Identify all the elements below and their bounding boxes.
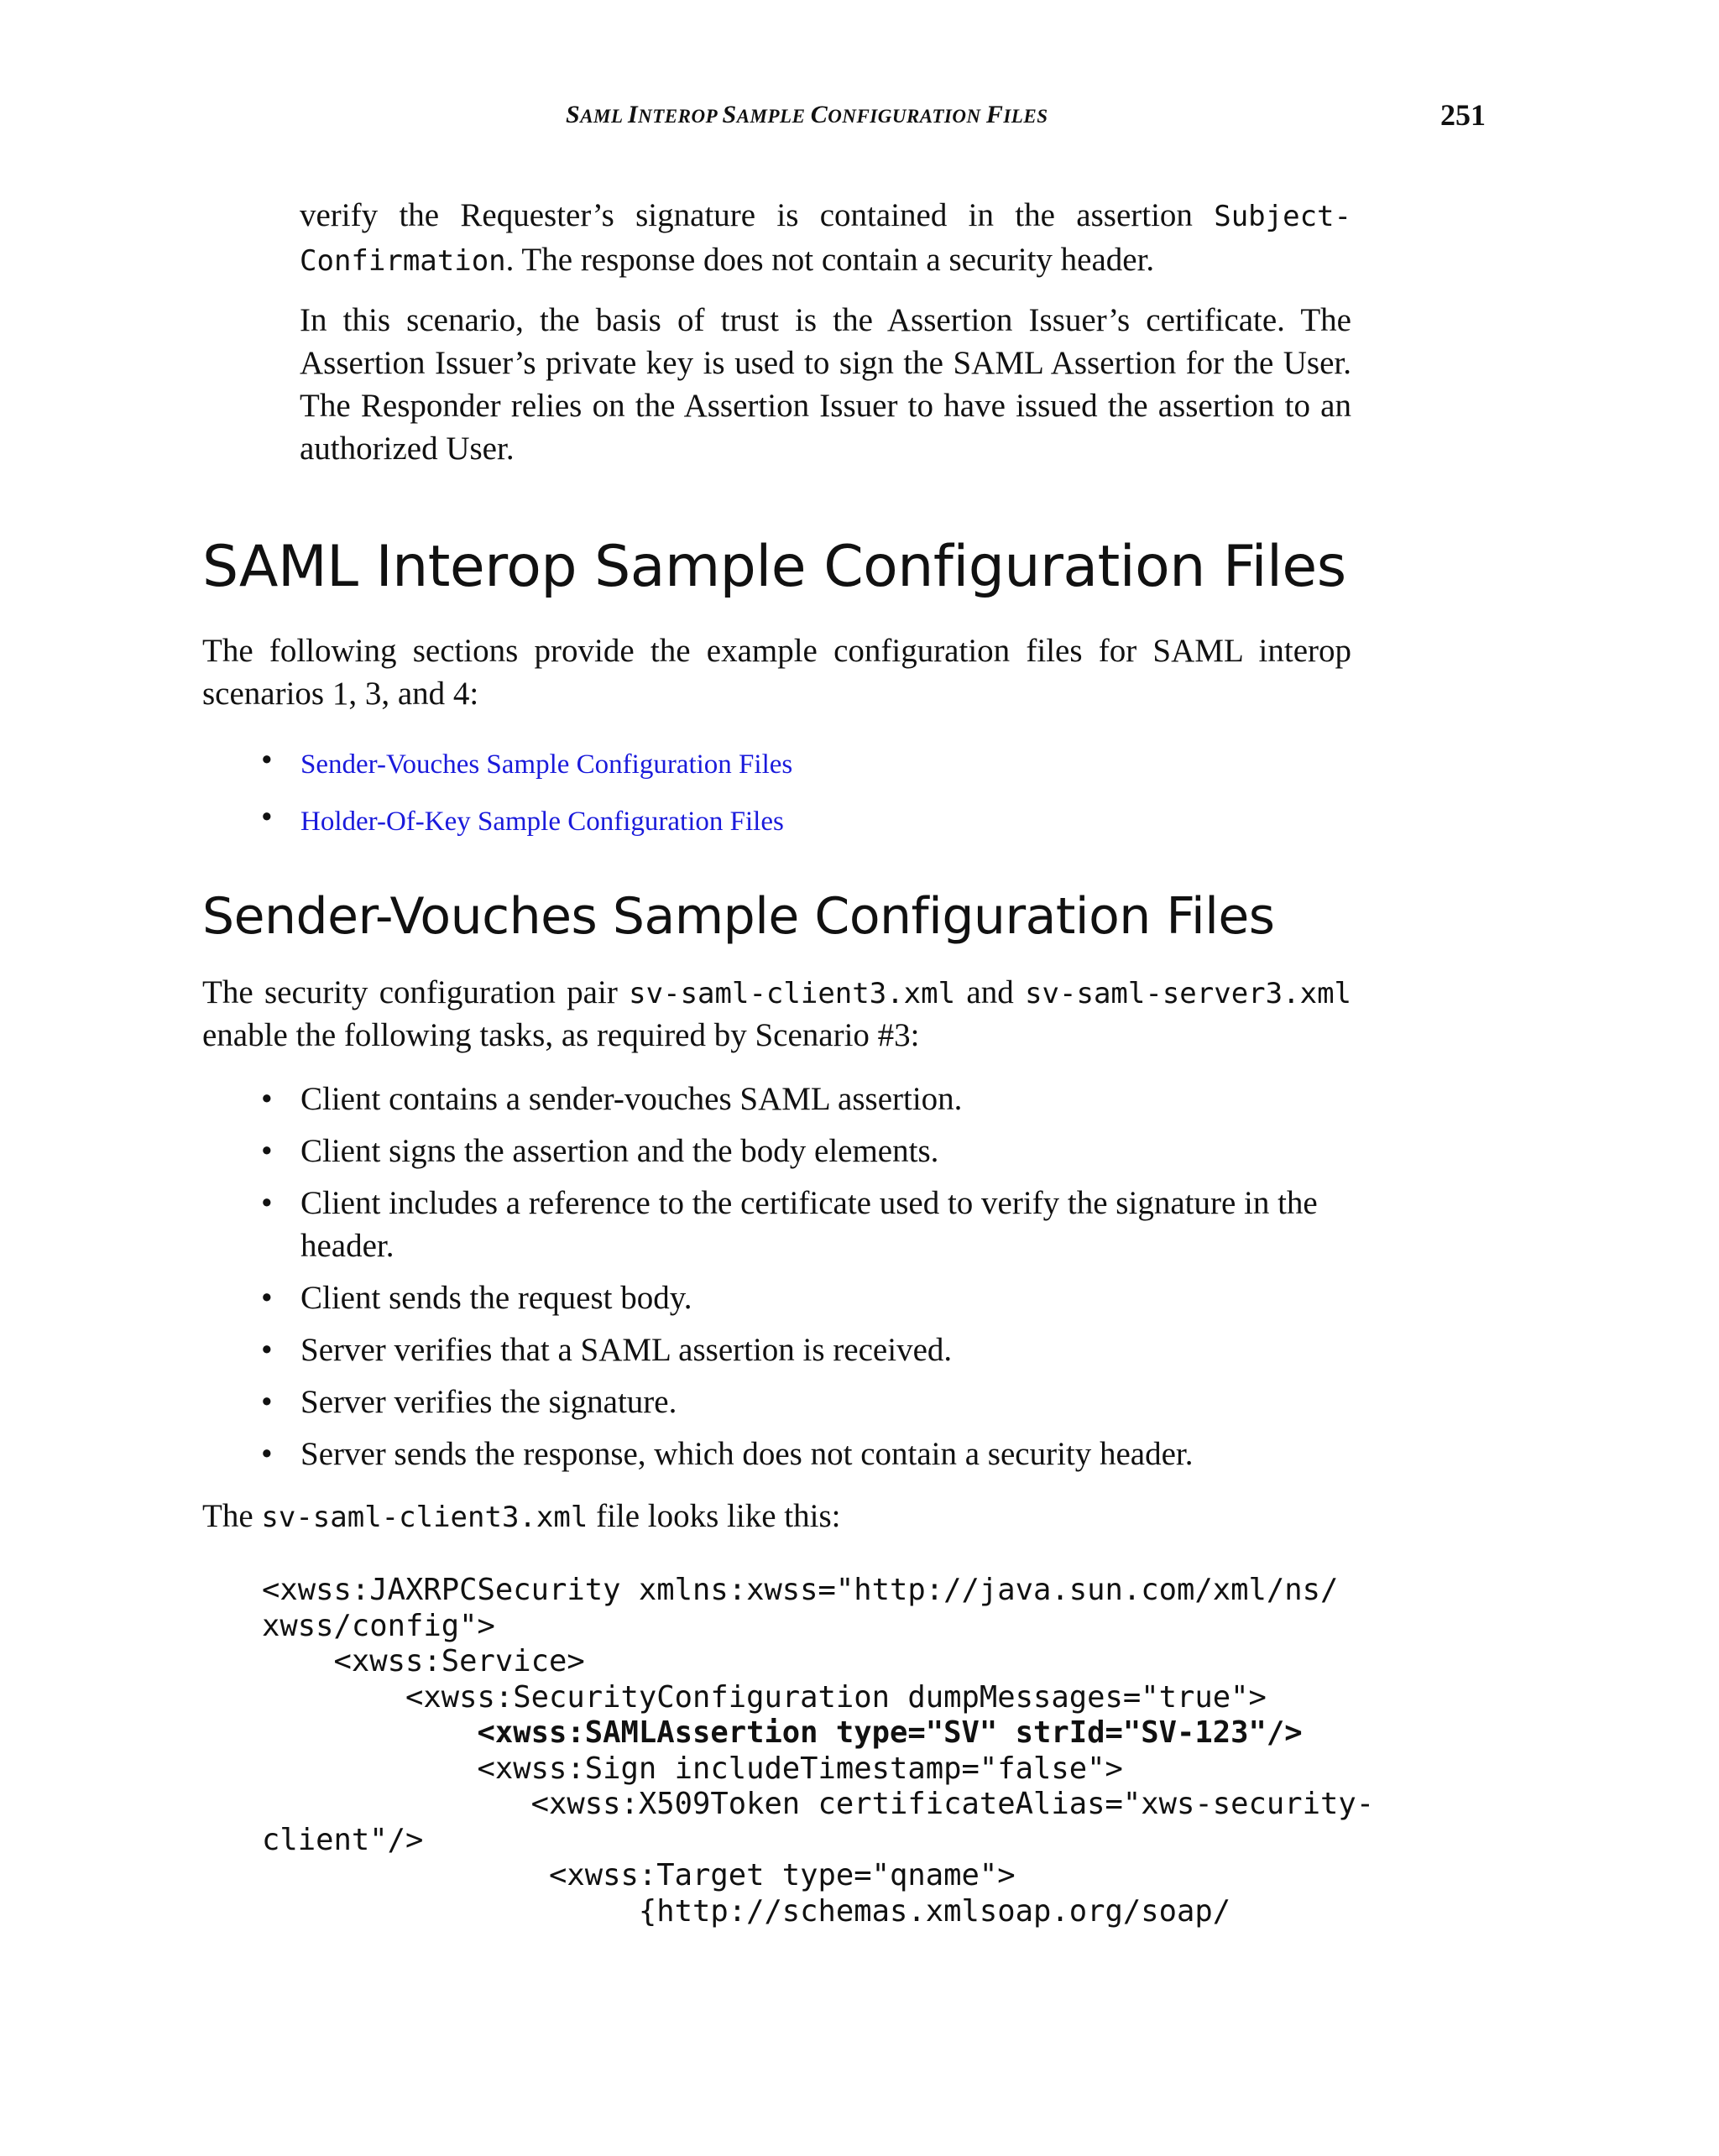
list-item: • Server verifies that a SAML assertion is received. [202,1329,1351,1371]
section-heading-saml-interop: SAML Interop Sample Configuration Files [202,534,1346,600]
section-heading-sender-vouches: Sender-Vouches Sample Configuration Files [202,887,1275,946]
list-item: • Client sends the request body. [202,1276,1351,1319]
bullet-icon: • [261,742,273,778]
list-item: • Server sends the response, which does not contain a security header. [202,1433,1351,1475]
page-number: 251 [1440,98,1486,132]
inline-code: sv-saml-server3.xml [1025,977,1352,1010]
bullet-icon: • [261,1280,273,1316]
code-line: {http://schemas.xmlsoap.org/soap/ [262,1893,1231,1929]
list-item [202,796,1351,853]
code-line: <xwss:Service> [262,1644,585,1678]
section-2-paragraph: The security configuration pair sv-saml-client3.xml and sv-saml-server3.xml enable the following tasks, as required by Scenario #3: [202,974,1352,1053]
intro-paragraph-1: verify the Requester’s signature is contained in the assertion Subject-Confirmation. The response does not contain a security header. [300,197,1351,278]
inline-code: sv-saml-client3.xml [629,977,956,1010]
bullet-icon: • [261,1384,273,1420]
bullet-icon: • [261,799,273,835]
code-line: <xwss:JAXRPCSecurity xmlns:xwss="http://java.sun.com/xml/ns/ [262,1573,1339,1607]
code-line: <xwss:Sign includeTimestamp="false"> [262,1751,1123,1786]
list-item [202,739,1351,796]
inline-code: sv-saml-client3.xml [261,1501,588,1534]
task-bullet-list [202,1078,1351,1475]
bullet-icon: • [261,1436,273,1472]
file-intro-line: The sv-saml-client3.xml file looks like this: [202,1498,841,1534]
section-1-paragraph: The following sections provide the example configuration files for SAML interop scenarios 1, 3, and 4: [202,633,1351,712]
list-item: • Server verifies the signature. [202,1381,1351,1423]
running-head [0,98,1719,143]
running-title: SAML INTEROP SAMPLE CONFIGURATION FILES [566,101,1048,128]
code-line: client"/> [262,1822,424,1857]
link-holder-of-key[interactable]: Holder-Of-Key Sample Configuration Files [300,807,784,837]
code-line: <xwss:X509Token certificateAlias="xws-security- [262,1787,1375,1821]
section-1-link-list [202,739,1351,853]
bullet-icon: • [261,1081,273,1117]
bullet-icon: • [261,1133,273,1169]
bullet-icon: • [261,1185,273,1221]
list-item: • Client includes a reference to the certificate used to verify the signature in the header. [202,1182,1351,1267]
link-sender-vouches[interactable]: Sender-Vouches Sample Configuration Files [300,749,793,780]
code-listing [262,1573,1374,1929]
intro-paragraph-2: In this scenario, the basis of trust is the Assertion Issuer’s certificate. The Assertion Issuer’s private key is used to sign the SAML Assertion for the User. The Responder relies on the Assertion Issuer to have issued the assertion to an authorized User. [300,302,1351,467]
code-line: xwss/config"> [262,1608,495,1643]
list-item: • Client signs the assertion and the body elements. [202,1130,1351,1172]
inline-code: Subject-Confirmation [300,200,1351,278]
code-line: <xwss:Target type="qname"> [262,1858,1016,1892]
code-line-highlighted: <xwss:SAMLAssertion type="SV" strId="SV-123"/> [262,1715,1303,1750]
code-line: <xwss:SecurityConfiguration dumpMessages="true"> [262,1679,1267,1715]
list-item: • Client contains a sender-vouches SAML assertion. [202,1078,1351,1120]
bullet-icon: • [261,1332,273,1368]
